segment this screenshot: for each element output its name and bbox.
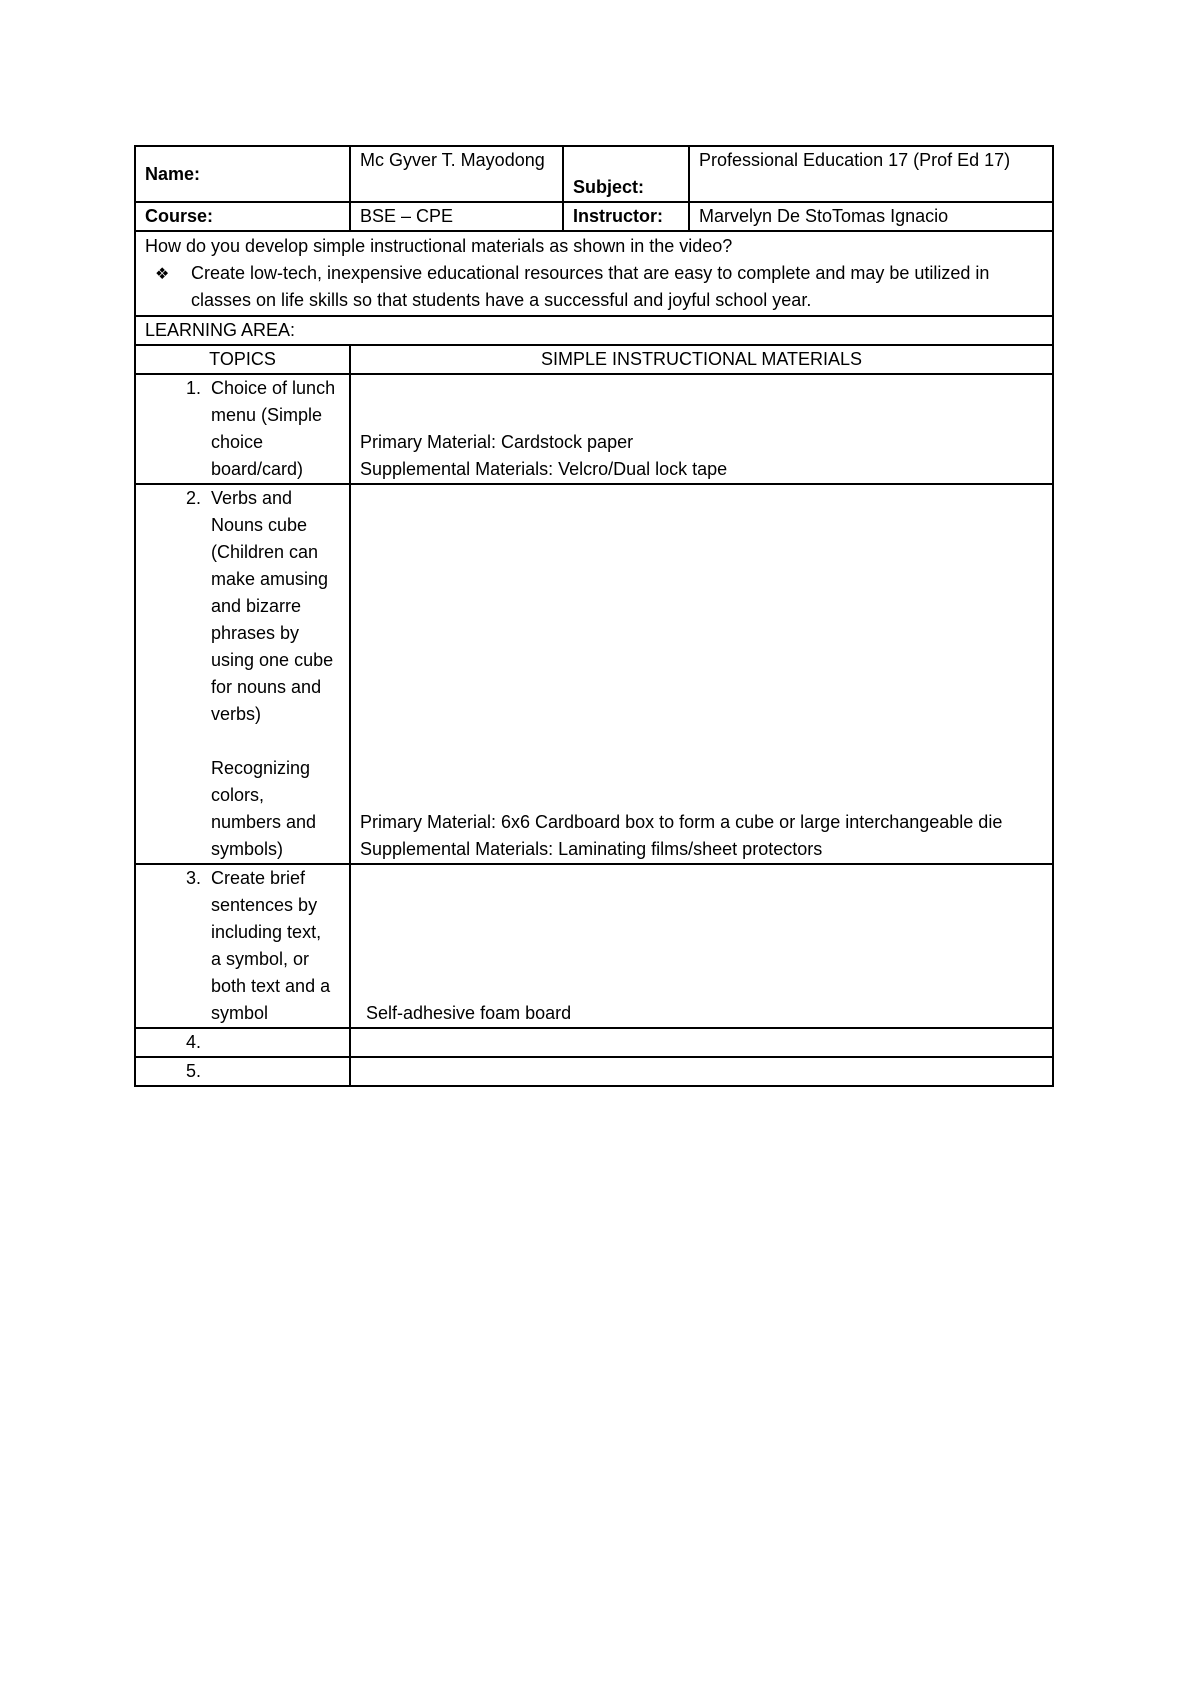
topic-text bbox=[211, 485, 336, 863]
table-row bbox=[135, 484, 1053, 864]
answer-text: Create low-tech, inexpensive educational resources that are easy to complete and may be utilized in classes on life skills so that students have a successful and joyful school year. bbox=[191, 263, 990, 310]
material-line: Self-adhesive foam board bbox=[366, 1003, 572, 1023]
topic-text: Create brief sentences by including text, a symbol, or both text and a symbol bbox=[211, 868, 331, 1023]
learning-area-label: LEARNING AREA: bbox=[135, 316, 1053, 345]
materials-cell bbox=[350, 1057, 1053, 1086]
materials-cell bbox=[350, 484, 1053, 864]
learning-area-row bbox=[135, 316, 1053, 345]
topics-header: TOPICS bbox=[135, 345, 350, 374]
materials-cell bbox=[350, 1028, 1053, 1057]
topic-number: 1. bbox=[185, 378, 201, 398]
instructor-label: Instructor: bbox=[563, 202, 689, 231]
material-line: Supplemental Materials: Laminating films/sheet protectors bbox=[360, 839, 823, 859]
question-cell bbox=[135, 231, 1053, 316]
topic-cell bbox=[135, 1057, 350, 1086]
materials-cell bbox=[350, 864, 1053, 1028]
question-row bbox=[135, 231, 1053, 316]
topic-extra-text: Recognizing colors, numbers and symbols) bbox=[211, 758, 317, 859]
name-subject-row bbox=[135, 146, 1053, 202]
materials-header: SIMPLE INSTRUCTIONAL MATERIALS bbox=[350, 345, 1053, 374]
course-instructor-row bbox=[135, 202, 1053, 231]
topic-number: 2. bbox=[185, 488, 201, 508]
column-header-row bbox=[135, 345, 1053, 374]
topic-text: Choice of lunch menu (Simple choice board/card) bbox=[211, 378, 336, 479]
topic-main-text: Verbs and Nouns cube (Children can make amusing and bizarre phrases by using one cube for nouns and verbs) bbox=[211, 488, 334, 724]
question-text: How do you develop simple instructional materials as shown in the video? bbox=[145, 236, 733, 256]
topic-number: 5. bbox=[185, 1061, 201, 1081]
course-label: Course: bbox=[135, 202, 350, 231]
topic-number: 3. bbox=[185, 868, 201, 888]
topic-cell bbox=[135, 484, 350, 864]
table-row bbox=[135, 374, 1053, 484]
table-row bbox=[135, 864, 1053, 1028]
subject-value: Professional Education 17 (Prof Ed 17) bbox=[689, 146, 1053, 202]
activity-form-table bbox=[134, 145, 1054, 1087]
topic-cell bbox=[135, 1028, 350, 1057]
material-line: Primary Material: 6x6 Cardboard box to form a cube or large interchangeable die bbox=[360, 812, 1003, 832]
topic-cell bbox=[135, 864, 350, 1028]
topic-number: 4. bbox=[185, 1032, 201, 1052]
topic-cell bbox=[135, 374, 350, 484]
name-value: Mc Gyver T. Mayodong bbox=[350, 146, 563, 202]
answer-bullet bbox=[145, 260, 1043, 314]
course-value: BSE – CPE bbox=[350, 202, 563, 231]
instructor-value: Marvelyn De StoTomas Ignacio bbox=[689, 202, 1053, 231]
material-line: Primary Material: Cardstock paper bbox=[360, 432, 634, 452]
diamond-bullet-icon: ❖ bbox=[155, 264, 170, 283]
table-row bbox=[135, 1028, 1053, 1057]
blank-line bbox=[211, 728, 336, 755]
table-row bbox=[135, 1057, 1053, 1086]
materials-cell bbox=[350, 374, 1053, 484]
subject-label: Subject: bbox=[563, 146, 689, 202]
name-label: Name: bbox=[135, 146, 350, 202]
material-line: Supplemental Materials: Velcro/Dual lock tape bbox=[360, 459, 728, 479]
